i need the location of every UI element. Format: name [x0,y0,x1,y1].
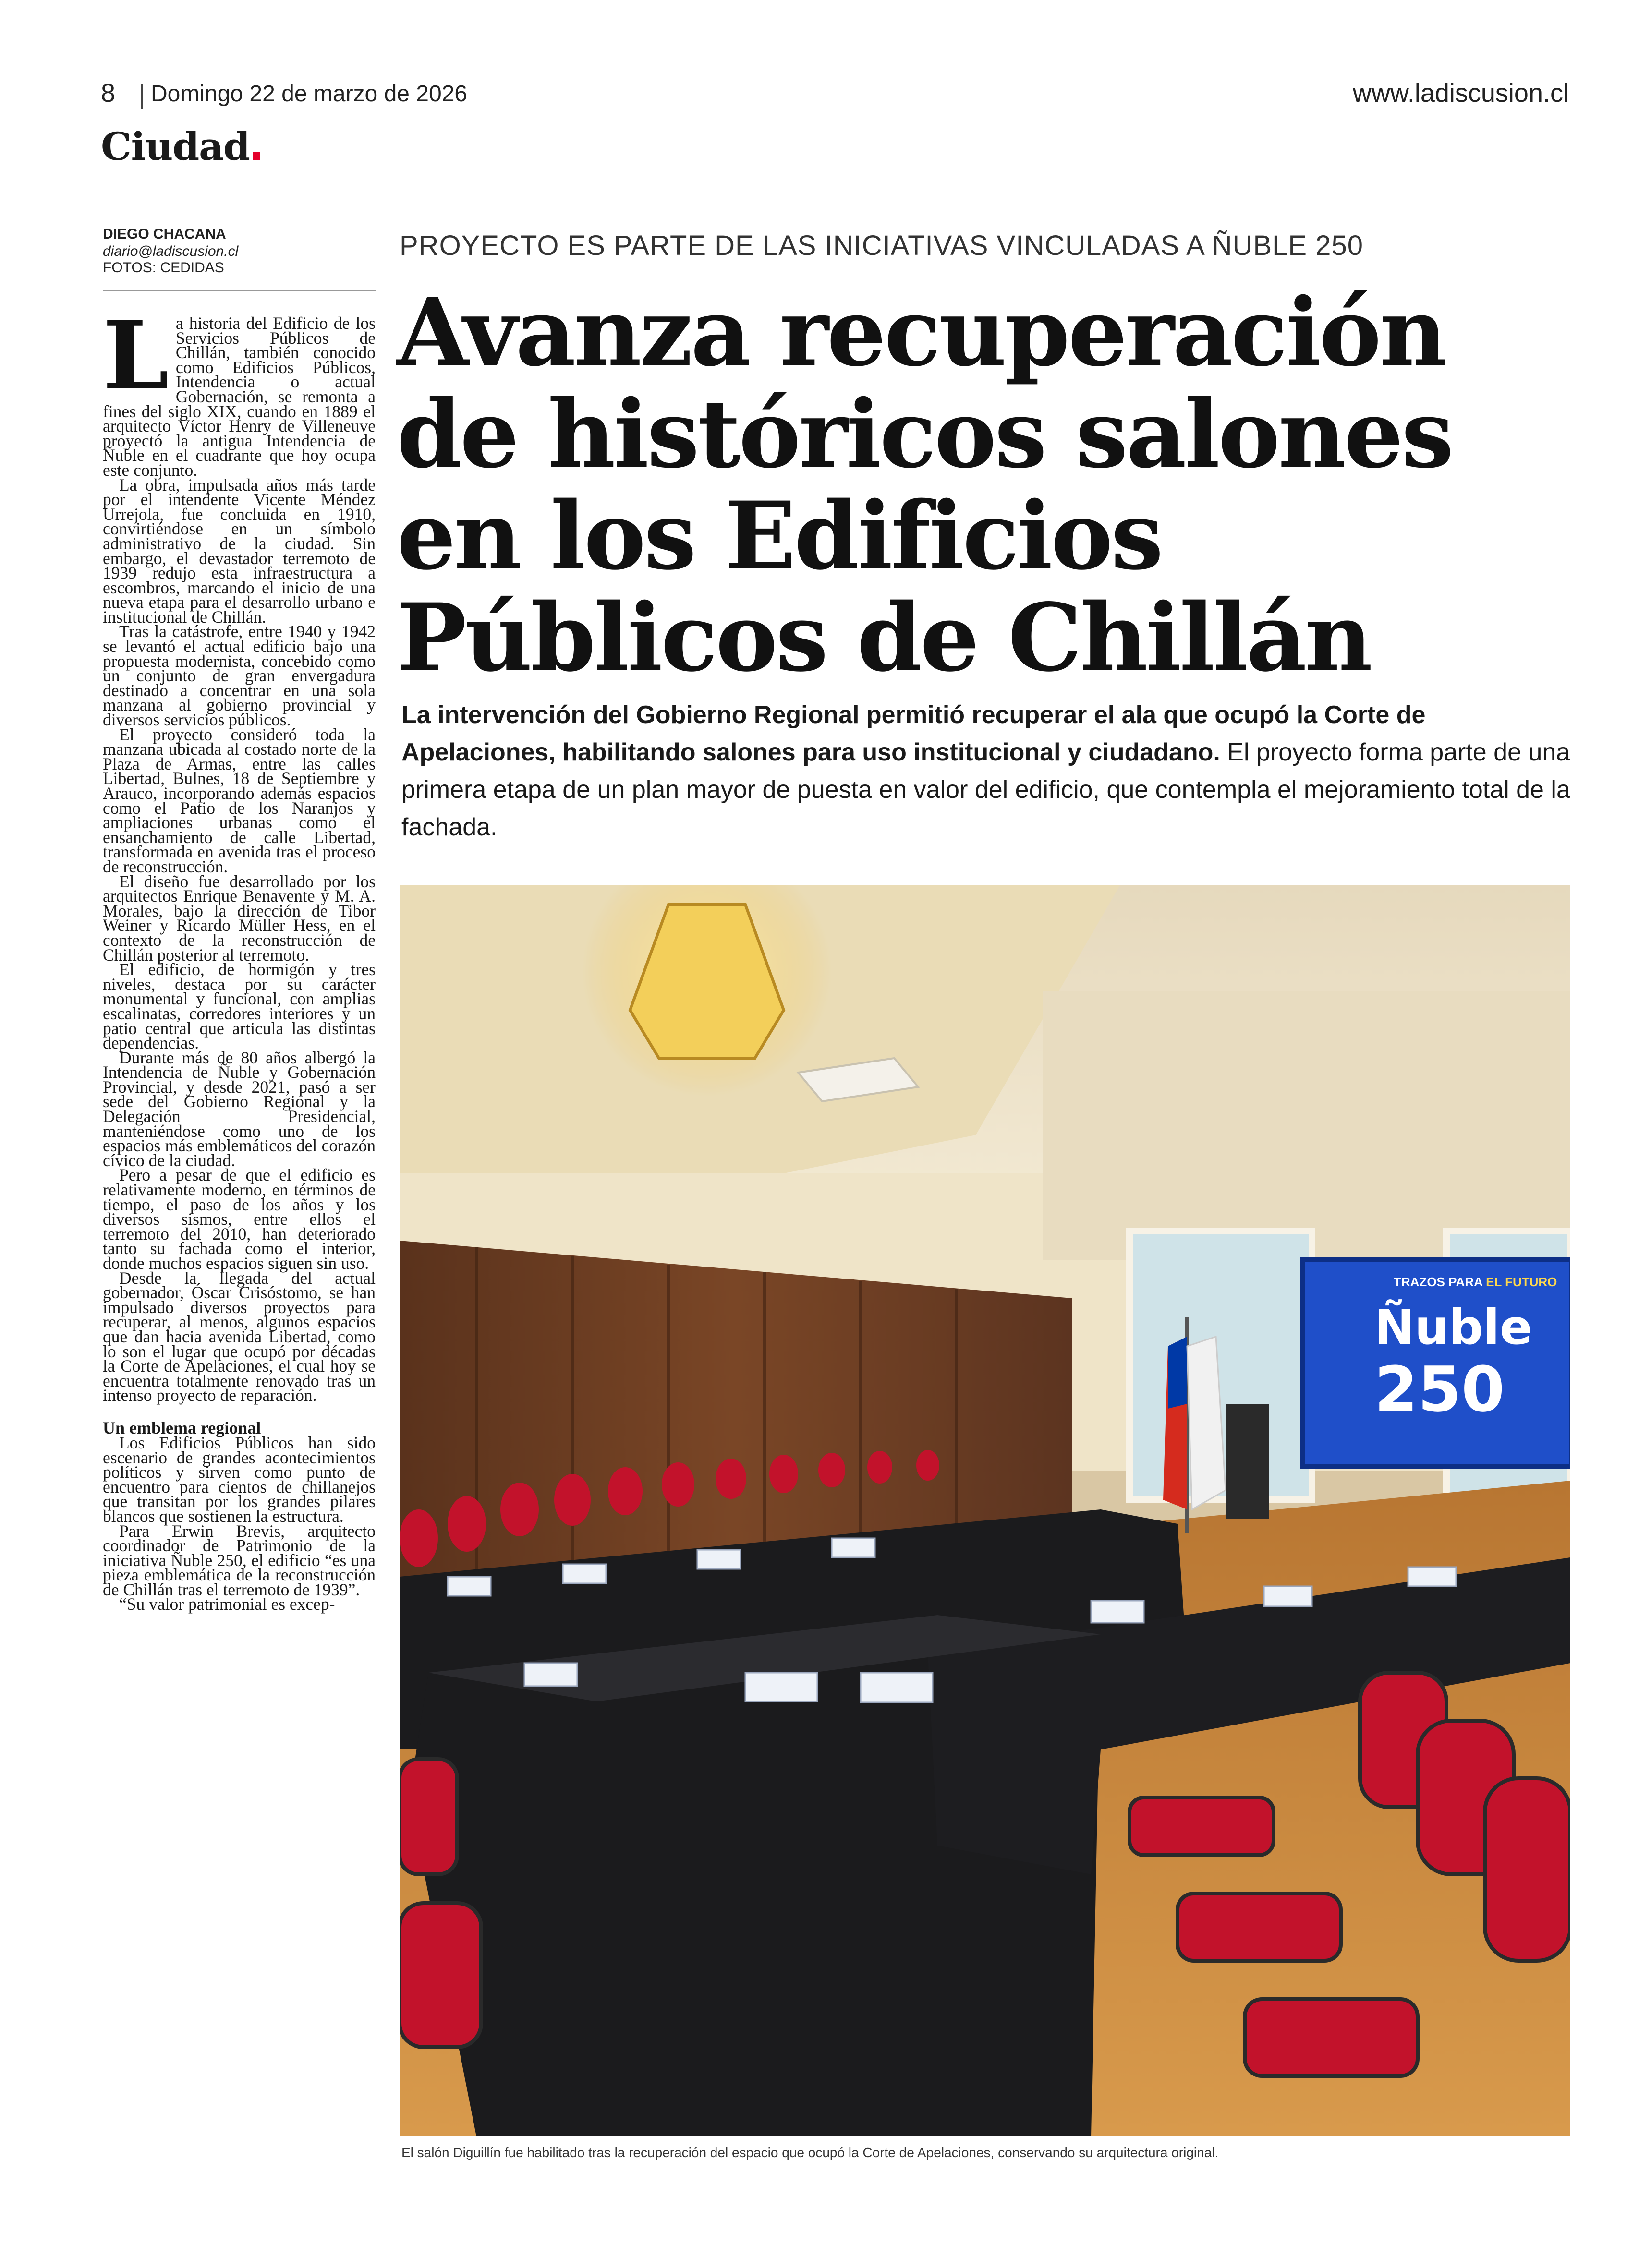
section-label: Ciudad [101,124,250,169]
deck-bold: La intervención del Gobierno Regional permitió recuperar el ala que ocupó la Corte de Apelaciones, habilitando salones para uso institucional y ciudadano. [401,701,1426,766]
body-paragraph: Durante más de 80 años albergó la Intendencia de Ñuble y Gobernación Provincial, y desde 2021, pasó a ser sede del Gobierno Regional y la Delegación Presidencial, manteniéndose como uno de los espacios más emblemáticos del corazón cívico de la ciudad. [103,1048,376,1170]
right-wall [1043,991,1570,1260]
body-paragraph: El proyecto consideró toda la manzana ubicada al costado norte de la Plaza de Armas, entre las calles Libertad, Bulnes, 18 de Septiembre y Arauco, incorporando además espacios como el Patio de los Naranjos y ampliaciones urbanas como el ensanchamiento de calle Libertad, transformada en avenida tras el proceso de reconstrucción. [103,724,376,876]
drop-cap: L [103,301,169,411]
headline: Avanza recuperación de históricos salones en los Edificios Públicos de Chillán [397,277,1452,692]
section-dot [253,152,260,160]
meeting-room-illustration [400,885,1570,2136]
body-paragraph: Tras la catástrofe, entre 1940 y 1942 se levantó el actual edificio bajo una propuesta modernista, concebido como un conjunto de gran envergadura destinado a concentrar en una sola manzana al gobierno provincial y diversos servicios públicos. [103,622,376,730]
author-email[interactable]: diario@ladiscusion.cl [103,243,239,259]
deck-rest: El proyecto forma parte de una primera etapa de un plan mayor de puesta en valor del edificio, que contempla el mejoramiento total de la fachada. [401,738,1570,841]
author-name: DIEGO CHACANA [103,226,226,242]
photo-credit: FOTOS: CEDIDAS [103,260,224,276]
body-paragraph: El edificio, de hormigón y tres niveles, destaca por su carácter monumental y funcional, con amplias escalinatas, corredores interiores y un patio central que articula las distintas dependencias. [103,960,376,1053]
byline-divider [103,290,376,291]
photo-caption: El salón Diguillín fue habilitado tras la recuperación del espacio que ocupó la Corte de Apelaciones, conservando su arquitectura original. [401,2145,1219,2160]
podium [1226,1404,1269,1519]
body-paragraph: Pero a pesar de que el edificio es relativamente moderno, en términos de tiempo, el paso de los años y los diversos sismos, entre ellos el terremoto del 2010, han deteriorado tanto su fachada como el interior, donde muchos espacios siguen sin uso. [103,1165,376,1273]
kicker: PROYECTO ES PARTE DE LAS INICIATIVAS VINCULADAS A ÑUBLE 250 [400,230,1363,261]
body-paragraph: “Su valor patrimonial es excep- [119,1594,335,1614]
site-url[interactable]: www.ladiscusion.cl [1352,79,1569,108]
deck [401,696,1583,846]
article-photo [400,885,1570,2136]
body-paragraph [103,301,376,480]
body-paragraph: El diseño fue desarrollado por los arquitectos Enrique Benavente y M. A. Morales, bajo la dirección de Tibor Weiner y Ricardo Müller Hess, en el contexto de la reconstrucción de Chillán posterior al terremoto. [103,871,376,965]
header-divider [141,84,143,109]
screen-brand: Ñuble [1374,1299,1532,1355]
issue-date: Domingo 22 de marzo de 2026 [151,81,468,107]
screen-number: 250 [1374,1353,1505,1426]
section-title [101,124,260,169]
page-number: 8 [101,79,116,108]
body-paragraph: La obra, impulsada años más tarde por el intendente Vicente Méndez Urrejola, fue concluida en 1910, convirtiéndose en un símbolo administrativo de la ciudad. Sin embargo, el devastador terremoto de 1939 redujo esta infraestructura a escombros, marcando el inicio de una nueva etapa para el desarrollo urbano e institucional de Chillán. [103,475,376,627]
body-paragraph-text: a historia del Edificio de los Servicios Públicos de Chillán, también conocido como Edificios Públicos, Intendencia o actual Gobernación, se remonta a fines del siglo XIX, cuando en 1889 el arquitecto Víctor Henry de Villeneuve proyectó la antigua Intendencia de Ñuble en el cuadrante que hoy ocupa este conjunto. [103,314,376,480]
body-paragraph: Los Edificios Públicos han sido escenario de grandes acontecimientos políticos y sirven como punto de encuentro para cientos de chillanejos que transitan por los grandes pilares blancos que sostienen la estructura. [103,1433,376,1526]
subheading: Un emblema regional [103,1418,261,1437]
nuble-250-screen [1302,1260,1570,1466]
screen-tagline: TRAZOS PARA EL FUTURO [1394,1275,1557,1289]
body-paragraph: Para Erwin Brevis, arquitecto coordinador de Patrimonio de la iniciativa Ñuble 250, el edificio “es una pieza emblemática de la reconstrucción de Chillán tras el terremoto de 1939”. [103,1521,376,1599]
article-body [103,301,376,1614]
body-paragraph: Desde la llegada del actual gobernador, Óscar Crisóstomo, se han impulsado diversos proyectos para recuperar, al menos, algunos espacios que dan hacia avenida Libertad, como lo son el lugar que ocupó por décadas la Corte de Apelaciones, el cual hoy se encuentra totalmente renovado tras un intenso proyecto de reparación. [103,1268,376,1405]
